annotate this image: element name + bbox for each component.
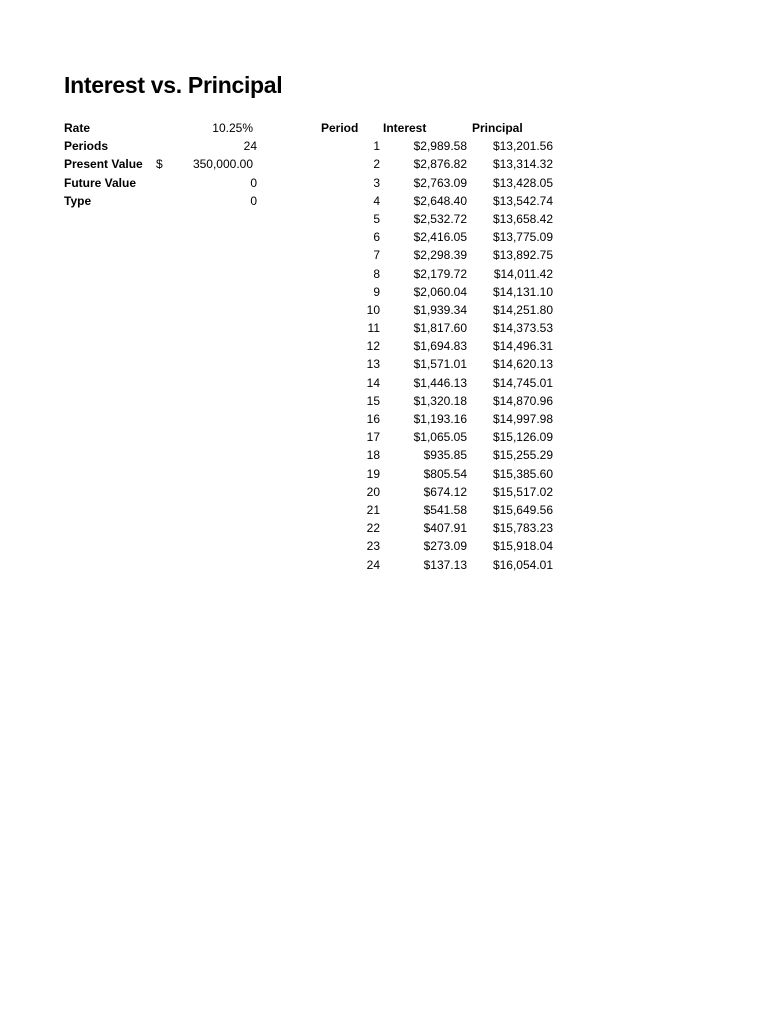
principal-cell: $15,126.09: [492, 430, 553, 445]
param-label: Rate: [64, 121, 91, 135]
principal-cell: $14,745.01: [492, 375, 553, 390]
principal-cell: $13,542.74: [492, 193, 553, 208]
param-label: Future Value: [64, 175, 137, 190]
interest-cell: $2,298.39: [413, 248, 467, 263]
header-period: Period: [321, 121, 359, 135]
interest-cell: $273.09: [423, 539, 467, 554]
table-row: [310, 465, 560, 483]
principal-cell: $14,496.31: [492, 339, 553, 354]
param-currency: $: [156, 157, 163, 172]
period-cell: 23: [366, 539, 380, 554]
period-cell: 5: [373, 211, 380, 226]
interest-cell: $2,989.58: [413, 139, 467, 154]
principal-cell: $14,870.96: [492, 393, 553, 408]
schedule-header: [310, 119, 560, 137]
table-row: [310, 355, 560, 373]
table-row: [310, 519, 560, 537]
loan-parameters: [64, 119, 264, 210]
table-row: [310, 410, 560, 428]
period-cell: 21: [366, 502, 380, 517]
interest-cell: $1,320.18: [413, 393, 467, 408]
period-cell: 6: [373, 230, 380, 245]
page-title: Interest vs. Principal: [64, 72, 283, 98]
principal-cell: $15,517.02: [492, 484, 553, 499]
interest-cell: $2,763.09: [413, 175, 467, 190]
principal-cell: $13,428.05: [492, 175, 553, 190]
interest-cell: $541.58: [423, 502, 467, 517]
table-row: [310, 501, 560, 519]
interest-cell: $1,193.16: [413, 412, 467, 426]
period-cell: 13: [366, 357, 380, 372]
param-value: 0: [250, 175, 257, 190]
table-row: [310, 246, 560, 264]
principal-cell: $15,385.60: [492, 466, 553, 481]
param-row-rate: [64, 119, 264, 137]
param-value: 10.25%: [212, 121, 253, 135]
table-row: [310, 446, 560, 464]
interest-cell: $1,571.01: [413, 357, 467, 372]
param-value: 350,000.00: [192, 157, 253, 172]
principal-cell: $16,054.01: [492, 557, 553, 572]
table-row: [310, 137, 560, 155]
table-row: [310, 537, 560, 555]
table-row: [310, 374, 560, 392]
period-cell: 11: [367, 321, 380, 336]
principal-cell: $14,251.80: [492, 302, 553, 317]
principal-cell: $13,201.56: [492, 139, 553, 154]
table-row: [310, 319, 560, 337]
table-row: [310, 428, 560, 446]
table-row: [310, 155, 560, 173]
interest-cell: $137.13: [423, 557, 467, 572]
principal-cell: $13,658.42: [492, 211, 553, 226]
interest-cell: $2,648.40: [413, 193, 467, 208]
table-row: [310, 337, 560, 355]
interest-cell: $1,817.60: [413, 321, 467, 336]
interest-cell: $2,416.05: [413, 230, 467, 245]
interest-cell: $2,179.72: [413, 266, 467, 281]
principal-cell: $15,649.56: [492, 502, 553, 517]
amortization-schedule: [310, 119, 560, 574]
principal-cell: $15,783.23: [492, 521, 553, 536]
period-cell: 3: [373, 175, 380, 190]
period-cell: 16: [366, 412, 380, 426]
interest-cell: $1,939.34: [413, 302, 467, 317]
param-value: 0: [250, 193, 257, 208]
principal-cell: $14,373.53: [492, 321, 553, 336]
principal-cell: $13,314.32: [492, 157, 553, 172]
table-row: [310, 392, 560, 410]
period-cell: 17: [366, 430, 380, 445]
principal-cell: $13,775.09: [492, 230, 553, 245]
period-cell: 20: [366, 484, 380, 499]
period-cell: 19: [366, 466, 380, 481]
table-row: [310, 265, 560, 283]
period-cell: 7: [373, 248, 380, 263]
interest-cell: $1,694.83: [413, 339, 467, 354]
schedule-rows: [310, 137, 560, 574]
period-cell: 8: [373, 266, 380, 281]
table-row: [310, 210, 560, 228]
period-cell: 4: [373, 193, 380, 208]
interest-cell: $2,532.72: [413, 211, 467, 226]
principal-cell: $14,620.13: [492, 357, 553, 372]
param-row-present-value: [64, 155, 264, 173]
interest-cell: $674.12: [423, 484, 467, 499]
param-row-future-value: [64, 174, 264, 192]
interest-cell: $805.54: [423, 466, 467, 481]
param-label: Present Value: [64, 157, 143, 172]
header-principal: Principal: [472, 121, 523, 135]
period-cell: 14: [366, 375, 380, 390]
period-cell: 2: [373, 157, 380, 172]
principal-cell: $15,918.04: [492, 539, 553, 554]
principal-cell: $13,892.75: [492, 248, 553, 263]
period-cell: 18: [366, 448, 380, 463]
period-cell: 12: [366, 339, 380, 354]
principal-cell: $15,255.29: [492, 448, 553, 463]
table-row: [310, 192, 560, 210]
period-cell: 24: [366, 557, 380, 572]
table-row: [310, 483, 560, 501]
interest-cell: $935.85: [423, 448, 467, 463]
interest-cell: $2,876.82: [413, 157, 467, 172]
table-row: [310, 301, 560, 319]
period-cell: 10: [366, 302, 380, 317]
param-label: Type: [64, 193, 92, 208]
interest-cell: $2,060.04: [413, 284, 467, 299]
table-row: [310, 283, 560, 301]
principal-cell: $14,131.10: [492, 284, 553, 299]
period-cell: 1: [373, 139, 380, 154]
table-row: [310, 556, 560, 574]
param-label: Periods: [64, 139, 109, 154]
param-row-periods: [64, 137, 264, 155]
interest-cell: $1,446.13: [413, 375, 467, 390]
table-row: [310, 228, 560, 246]
principal-cell: $14,997.98: [492, 412, 553, 426]
param-value: 24: [243, 139, 257, 154]
interest-cell: $407.91: [423, 521, 467, 536]
table-row: [310, 174, 560, 192]
interest-cell: $1,065.05: [413, 430, 467, 445]
period-cell: 15: [366, 393, 380, 408]
principal-cell: $14,011.42: [493, 266, 553, 281]
header-interest: Interest: [383, 121, 427, 135]
period-cell: 22: [366, 521, 380, 536]
period-cell: 9: [373, 284, 380, 299]
param-row-type: [64, 192, 264, 210]
